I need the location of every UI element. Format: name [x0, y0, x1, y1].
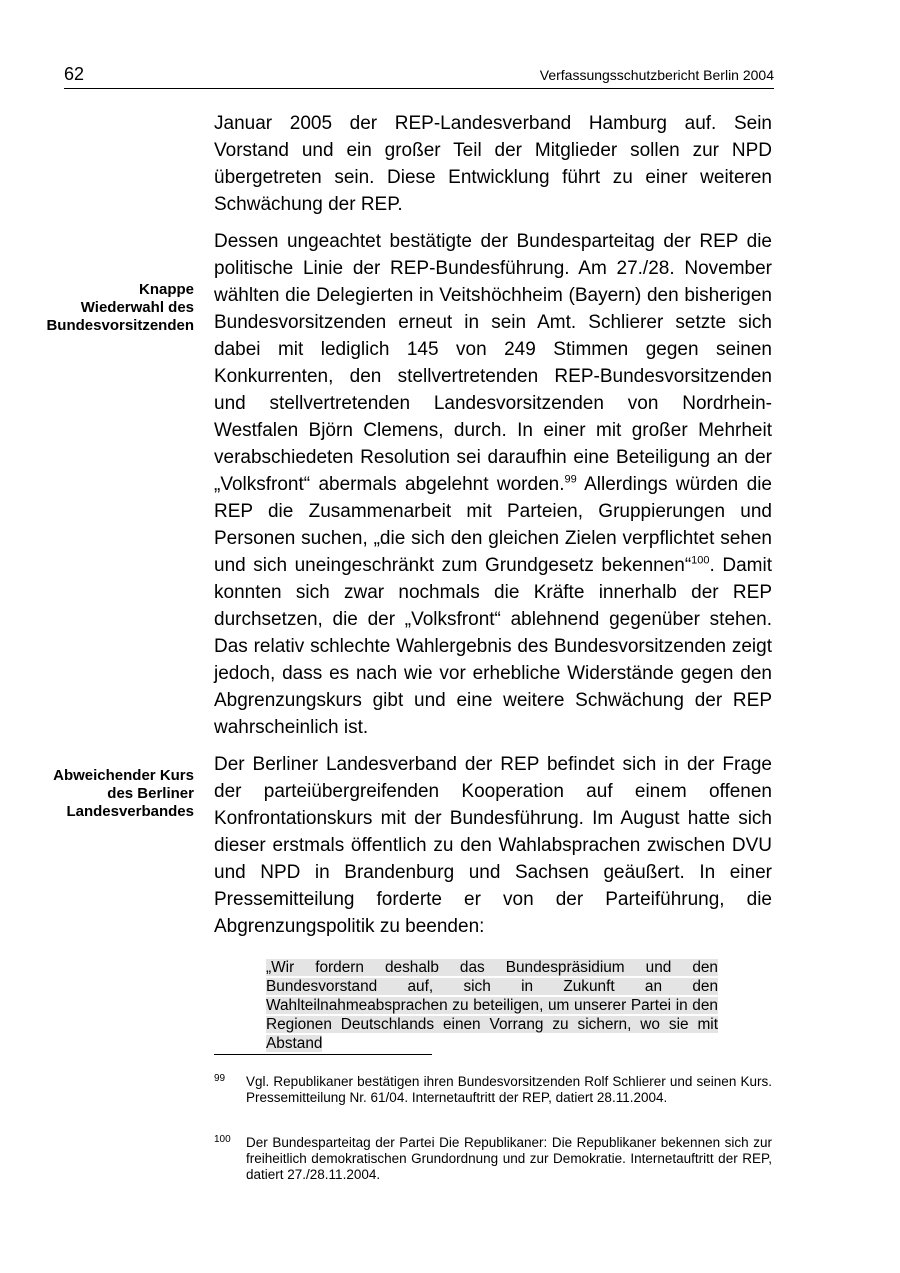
- page-header: [64, 64, 774, 89]
- paragraph-2-part-b: Allerdings würden die REP die Zusammenarbeit mit Parteien, Gruppierungen und Personen suchen, „die sich den gleichen Zielen verpflichtet sehen und sich uneingeschränkt zum Grundgesetz bekennen“: [214, 474, 772, 576]
- paragraph-1: Januar 2005 der REP-Landesverband Hamburg auf. Sein Vorstand und ein großer Teil der Mitglieder sollen zur NPD übergetreten sein. Diese Entwicklung führt zu einer weiteren Schwächung der REP.: [214, 113, 772, 215]
- quote-text: „Wir fordern deshalb das Bundespräsidium und den Bundesvorstand auf, sich in Zukunft an den Wahlteilnahmeabsprachen zu beteiligen, um unserer Partei in den Regionen Deutschlands einen Vorrang zu sichern, wo sie mit Abstand: [266, 959, 718, 1052]
- margin-heading-line: des Berliner: [107, 785, 194, 802]
- footnote-text: Der Bundesparteitag der Partei Die Republikaner: Die Republikaner bekennen sich zur freiheitlich demokratischen Grundordnung und zur Demokratie. Internetauftritt der REP, datiert 27./28.11.2004.: [246, 1135, 772, 1182]
- footnote-ref-100: 100: [691, 554, 710, 567]
- margin-heading-line: Knappe: [138, 281, 194, 298]
- footnote-text: Vgl. Republikaner bestätigen ihren Bundesvorsitzenden Rolf Schlierer und seinen Kurs. Pressemitteilung Nr. 61/04. Internetauftritt der REP, datiert 28.11.2004.: [246, 1074, 772, 1105]
- margin-heading-line: Bundesvorsitzenden: [46, 317, 194, 334]
- footnote-100: [214, 1135, 772, 1183]
- paragraph-2: [214, 228, 772, 741]
- paragraph-3: Der Berliner Landesverband der REP befindet sich in der Frage der parteiübergreifenden Kooperation auf einem offenen Konfrontationskurs mit der Bundesführung. Im August hatte sich dieser erstmals öffentlich zu den Wahlabsprachen zwischen DVU und NPD in Brandenburg und Sachsen geäußert. In einer Pressemitteilung forderte er von der Parteiführung, die Abgrenzungspolitik zu beenden:: [214, 754, 772, 937]
- paragraph-2-part-c: . Damit konnten sich zwar nochmals die Kräfte innerhalb der REP durchsetzen, die der „Volksfront“ ablehnend gegenüber stehen. Das relativ schlechte Wahlergebnis des Bundesvorsitzenden zeigt jedoch, dass es nach wie vor erhebliche Widerstände gegen den Abgrenzungskurs gibt und eine weitere Schwächung der REP wahrscheinlich ist.: [214, 555, 772, 738]
- footnote-number: 99: [214, 1073, 226, 1084]
- margin-heading-line: Wiederwahl des: [80, 299, 194, 316]
- footnote-ref-99: 99: [564, 473, 577, 486]
- paragraph-2-part-a: Dessen ungeachtet bestätigte der Bundesparteitag der REP die politische Linie der REP-Bundesführung. Am 27./28. November wählten die Delegierten in Veitshöchheim (Bayern) den bisherigen Bundesvorsitzenden erneut in sein Amt. Schlierer setzte sich dabei mit lediglich 145 von 249 Stimmen gegen seinen Konkurrenten, den stellvertretenden REP-Bundesvorsitzenden und stellvertretenden Landesvorsitzenden von Nordrhein-Westfalen Björn Clemens, durch. In einer mit großer Mehrheit verabschiedeten Resolution sei daraufhin eine Beteiligung an der „Volksfront“ abermals abgelehnt worden.: [214, 231, 772, 495]
- footnote-99: [214, 1074, 772, 1106]
- margin-heading-wiederwahl: [18, 281, 194, 335]
- body-text: [214, 110, 772, 940]
- margin-heading-line: Landesverbandes: [66, 803, 194, 820]
- page-number: 62: [64, 64, 85, 84]
- margin-heading-line: Abweichender Kurs: [53, 767, 194, 784]
- running-title: Verfassungsschutzbericht Berlin 2004: [539, 67, 774, 83]
- block-quote: [266, 958, 718, 1053]
- footnote-divider: [214, 1054, 432, 1055]
- footnote-number: 100: [214, 1134, 231, 1145]
- margin-heading-kurs: [18, 767, 194, 821]
